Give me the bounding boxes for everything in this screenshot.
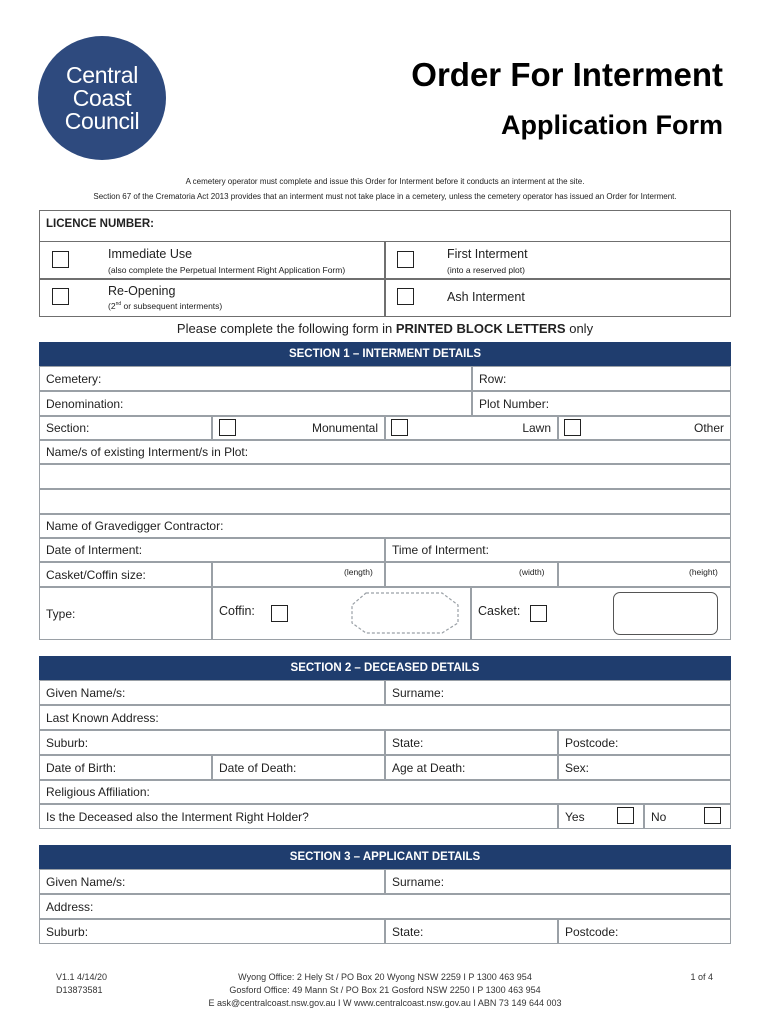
reopening-label: Re-Opening xyxy=(108,284,176,298)
first-interment-checkbox[interactable] xyxy=(397,251,414,268)
existing-interments-line-1[interactable] xyxy=(39,464,731,489)
footer-contact: E ask@centralcoast.nsw.gov.au I W www.centralcoast.nsw.gov.au I ABN 73 149 644 003 xyxy=(208,998,562,1008)
applicant-given-names-field[interactable]: Given Name/s: xyxy=(39,869,385,894)
section-type-checkbox[interactable] xyxy=(219,419,236,436)
time-of-interment-field[interactable]: Time of Interment: xyxy=(385,538,731,562)
note-line-2: Section 67 of the Crematoria Act 2013 provides that an interment must not take place in a cemetery, unless the cemetery operator has issued an Order for Interment. xyxy=(93,192,677,201)
first-interment-label: First Interment xyxy=(447,247,528,261)
footer-wyong-office: Wyong Office: 2 Hely St / PO Box 20 Wyong NSW 2259 I P 1300 463 954 xyxy=(238,972,532,982)
last-known-address-field[interactable]: Last Known Address: xyxy=(39,705,731,730)
date-of-interment-field[interactable]: Date of Interment: xyxy=(39,538,385,562)
casket-checkbox[interactable] xyxy=(530,605,547,622)
width-label: (width) xyxy=(519,567,545,577)
section-1-header: SECTION 1 – INTERMENT DETAILS xyxy=(39,342,731,366)
casket-size-label: Casket/Coffin size: xyxy=(39,562,212,587)
lawn-checkbox[interactable] xyxy=(564,419,581,436)
instruction xyxy=(0,321,770,336)
coffin-checkbox[interactable] xyxy=(271,605,288,622)
type-label: Type: xyxy=(39,587,212,640)
applicant-suburb-field[interactable]: Suburb: xyxy=(39,919,385,944)
monumental-option: Monumental xyxy=(212,416,385,440)
age-at-death-field[interactable]: Age at Death: xyxy=(385,755,558,780)
reopening-note-b: or subsequent interments) xyxy=(121,301,223,311)
existing-interments-line-2[interactable] xyxy=(39,489,731,514)
ash-interment-label: Ash Interment xyxy=(447,290,525,304)
first-interment-note: (into a reserved plot) xyxy=(447,265,525,275)
instruction-pre: Please complete the following form in xyxy=(176,321,396,336)
page-subtitle: Application Form xyxy=(501,110,723,140)
immediate-use-checkbox[interactable] xyxy=(52,251,69,268)
yes-option: Yes xyxy=(558,804,644,829)
interment-right-holder-question: Is the Deceased also the Interment Right Holder? xyxy=(39,804,558,829)
deceased-surname-field[interactable]: Surname: xyxy=(385,680,731,705)
footer-docid: D13873581 xyxy=(56,985,103,995)
footer-version: V1.1 4/14/20 xyxy=(56,972,108,982)
sex-field[interactable]: Sex: xyxy=(558,755,731,780)
other-option: Other xyxy=(558,416,731,440)
no-checkbox[interactable] xyxy=(704,807,721,824)
reopening-checkbox[interactable] xyxy=(52,288,69,305)
section-2-header: SECTION 2 – DECEASED DETAILS xyxy=(39,656,731,680)
licence-number-label: LICENCE NUMBER: xyxy=(46,218,154,230)
footer-gosford-office: Gosford Office: 49 Mann St / PO Box 21 Gosford NSW 2250 I P 1300 463 954 xyxy=(229,985,541,995)
logo-line-2: Coast xyxy=(72,84,132,111)
reopening-note xyxy=(108,301,222,311)
section-field[interactable]: Section: xyxy=(39,416,212,440)
coffin-label: Coffin: xyxy=(219,604,255,618)
reopening-note-a: (2 xyxy=(108,301,116,311)
yes-checkbox[interactable] xyxy=(617,807,634,824)
logo-line-3: Council xyxy=(64,107,140,134)
applicant-postcode-field[interactable]: Postcode: xyxy=(558,919,731,944)
length-label: (length) xyxy=(344,567,373,577)
immediate-use-note: (also complete the Perpetual Interment Right Application Form) xyxy=(108,265,346,275)
reopening-cell xyxy=(39,279,385,317)
logo-line-1: Central xyxy=(65,61,139,88)
plot-number-field[interactable]: Plot Number: xyxy=(472,391,731,416)
deceased-given-names-field[interactable]: Given Name/s: xyxy=(39,680,385,705)
height-label: (height) xyxy=(689,567,718,577)
deceased-suburb-field[interactable]: Suburb: xyxy=(39,730,385,755)
ash-interment-checkbox[interactable] xyxy=(397,288,414,305)
page-title: Order For Interment xyxy=(411,56,723,93)
deceased-state-field[interactable]: State: xyxy=(385,730,558,755)
gravedigger-field[interactable]: Name of Gravedigger Contractor: xyxy=(39,514,731,538)
denomination-field[interactable]: Denomination: xyxy=(39,391,472,416)
note-line-1: A cemetery operator must complete and issue this Order for Interment before it conducts an interment at the site. xyxy=(185,177,585,186)
applicant-state-field[interactable]: State: xyxy=(385,919,558,944)
religious-affiliation-field[interactable]: Religious Affiliation: xyxy=(39,780,731,804)
lawn-option: Lawn xyxy=(385,416,558,440)
first-interment-cell xyxy=(385,241,731,279)
applicant-address-field[interactable]: Address: xyxy=(39,894,731,919)
section-3-header: SECTION 3 – APPLICANT DETAILS xyxy=(39,845,731,869)
instruction-bold: PRINTED BLOCK LETTERS xyxy=(395,321,566,336)
date-of-birth-field[interactable]: Date of Birth: xyxy=(39,755,212,780)
footer-page-number: 1 of 4 xyxy=(690,972,713,982)
applicant-surname-field[interactable]: Surname: xyxy=(385,869,731,894)
no-option: No xyxy=(644,804,731,829)
row-field[interactable]: Row: xyxy=(472,366,731,391)
reopening-note-sup: nd xyxy=(115,301,122,308)
existing-interments-field[interactable]: Name/s of existing Interment/s in Plot: xyxy=(39,440,731,464)
cemetery-field[interactable]: Cemetery: xyxy=(39,366,472,391)
deceased-postcode-field[interactable]: Postcode: xyxy=(558,730,731,755)
instruction-post: only xyxy=(565,321,594,336)
casket-shape-icon xyxy=(613,592,718,635)
council-logo xyxy=(38,36,166,160)
immediate-use-label: Immediate Use xyxy=(108,247,193,261)
coffin-shape-icon xyxy=(350,591,460,635)
ash-interment-cell xyxy=(385,279,731,317)
date-of-death-field[interactable]: Date of Death: xyxy=(212,755,385,780)
monumental-checkbox[interactable] xyxy=(391,419,408,436)
casket-label: Casket: xyxy=(478,604,521,618)
